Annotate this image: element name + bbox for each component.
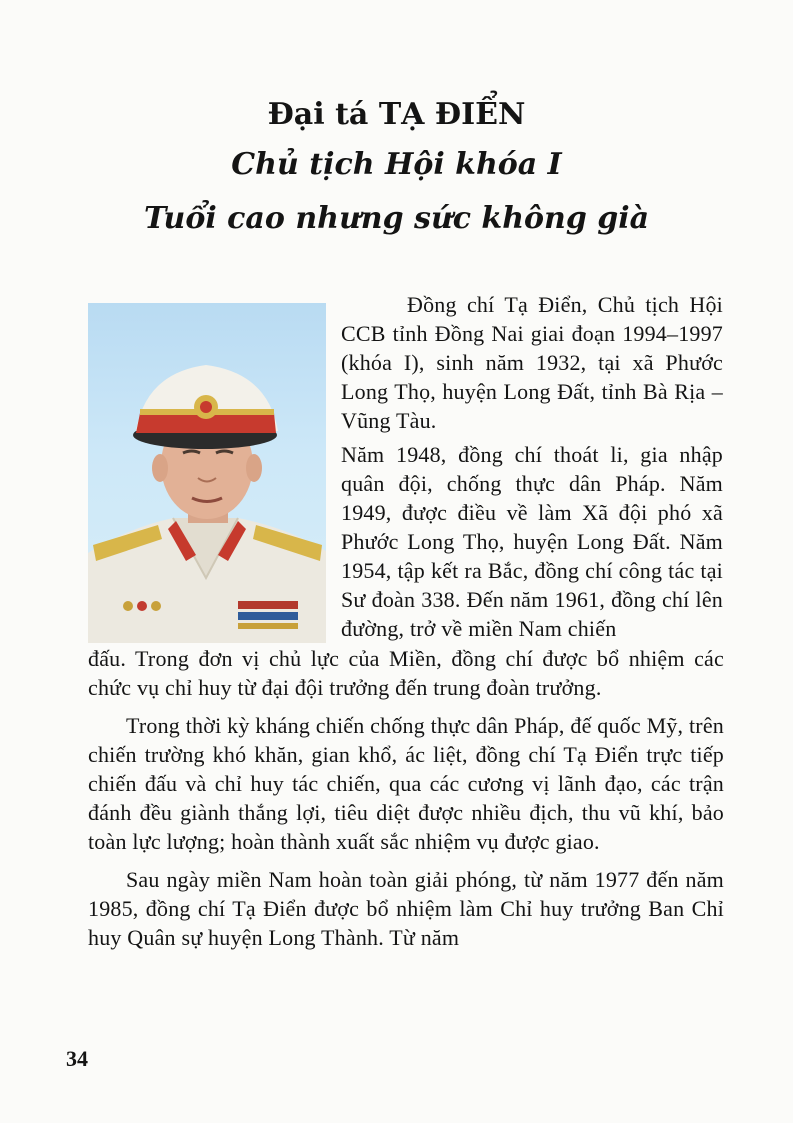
paragraph-military-service-continued: đấu. Trong đơn vị chủ lực của Miền, đồng chí được bổ nhiệm các chức vụ chỉ huy từ đại đội trưởng đến trung đoàn trưởng. bbox=[88, 646, 724, 700]
page-number: 34 bbox=[66, 1046, 88, 1071]
title-tagline: Tuổi cao nhưng sức không già bbox=[143, 201, 650, 236]
paragraph-military-service: Năm 1948, đồng chí thoát li, gia nhập quân đội, chống thực dân Pháp. Năm 1949, được điều về làm Xã đội phó xã Phước Long Thọ, huyện Long Đất. Năm 1954, tập kết ra Bắc, đồng chí công tác tại Sư đoàn 338. Đến năm 1961, đồng chí lên đường, trở về miền Nam chiến bbox=[341, 442, 723, 641]
intro-text bbox=[341, 290, 723, 643]
title-rank-name: Đại tá TẠ ĐIỂN bbox=[267, 97, 526, 132]
portrait-photo bbox=[88, 303, 326, 643]
body-text bbox=[88, 644, 724, 952]
title-position: Chủ tịch Hội khóa I bbox=[231, 147, 562, 182]
paragraph-biography: Đồng chí Tạ Điển, Chủ tịch Hội CCB tỉnh Đồng Nai giai đoạn 1994–1997 (khóa I), sinh năm 1932, tại xã Phước Long Thọ, huyện Long Đất, tỉnh Bà Rịa – Vũng Tàu. bbox=[341, 292, 723, 433]
paragraph-postwar-career: Sau ngày miền Nam hoàn toàn giải phóng, từ năm 1977 đến năm 1985, đồng chí Tạ Điển được bổ nhiệm làm Chỉ huy trưởng Ban Chỉ huy Quân sự huyện Long Thành. Từ năm bbox=[88, 867, 724, 950]
paragraph-wartime-achievements: Trong thời kỳ kháng chiến chống thực dân Pháp, đế quốc Mỹ, trên chiến trường khó khăn, gian khổ, ác liệt, đồng chí Tạ Điển trực tiếp chiến đấu và chỉ huy tác chiến, qua các cương vị lãnh đạo, các trận đánh đều giành thắng lợi, tiêu diệt được nhiều địch, thu vũ khí, bảo toàn lực lượng; hoàn thành xuất sắc nhiệm vụ được giao. bbox=[88, 713, 724, 854]
portrait-illustration bbox=[88, 303, 326, 643]
article-title bbox=[0, 92, 793, 246]
